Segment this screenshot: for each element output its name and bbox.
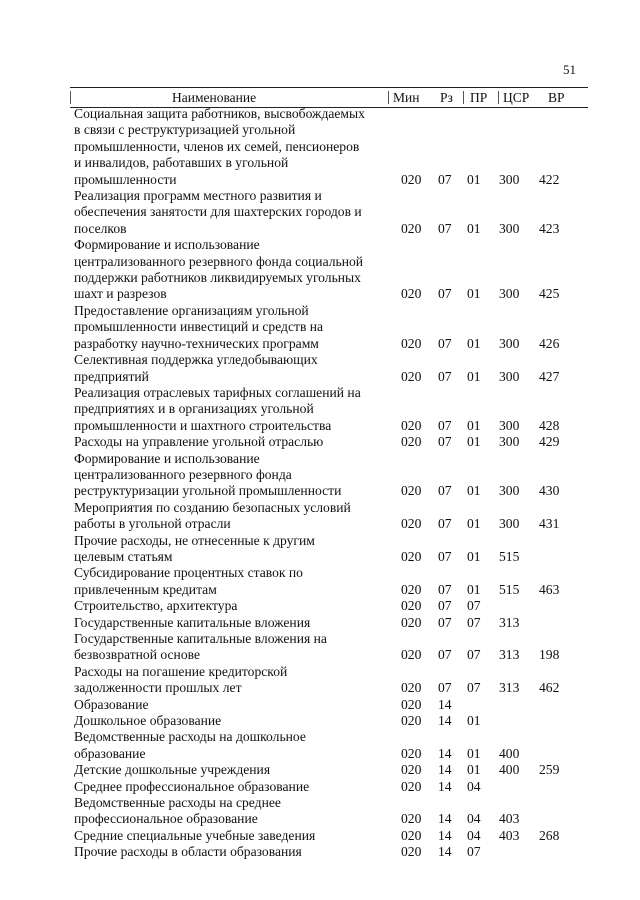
code-pr: 01: [467, 220, 481, 236]
row-name: [74, 352, 374, 385]
table-row: [74, 779, 592, 795]
code-pr: 01: [467, 417, 481, 433]
code-pr: 04: [467, 811, 481, 827]
row-name: [74, 434, 374, 450]
row-name-line: Строительство, архитектура: [74, 598, 238, 614]
row-name-line: промышленности инвестиций и средств на: [74, 319, 324, 335]
code-pr: 01: [467, 745, 481, 761]
code-vr: 431: [539, 516, 560, 532]
code-min: 020: [401, 516, 422, 532]
row-name-line: централизованного резервного фонда: [74, 466, 292, 482]
row-name-line: Детские дошкольные учреждения: [74, 762, 271, 778]
row-name: [74, 779, 374, 795]
code-csr: 300: [499, 368, 520, 384]
code-pr: 01: [467, 713, 481, 729]
row-name: [74, 237, 374, 303]
code-csr: 300: [499, 286, 520, 302]
column-divider: [463, 91, 464, 104]
table-row: [74, 533, 592, 566]
code-rz: 14: [438, 827, 452, 843]
row-name: [74, 795, 374, 828]
row-name: [74, 631, 374, 664]
code-rz: 07: [438, 171, 452, 187]
row-name: [74, 565, 374, 598]
table-row: [74, 237, 592, 303]
table-row: [74, 106, 592, 188]
code-pr: 01: [467, 286, 481, 302]
row-name-line: промышленности и шахтного строительства: [74, 417, 332, 433]
code-csr: 313: [499, 614, 520, 630]
code-pr: 07: [467, 598, 481, 614]
row-name-line: предприятиях и в организациях угольной: [74, 401, 314, 417]
row-name-line: централизованного резервного фонда социальной: [74, 253, 364, 269]
code-rz: 14: [438, 778, 452, 794]
code-vr: 463: [539, 581, 560, 597]
table-header: [70, 87, 588, 108]
code-rz: 07: [438, 286, 452, 302]
code-pr: 01: [467, 548, 481, 564]
table-row: [74, 500, 592, 533]
code-rz: 07: [438, 548, 452, 564]
code-pr: 07: [467, 680, 481, 696]
code-vr: 268: [539, 827, 560, 843]
code-csr: 300: [499, 220, 520, 236]
row-name: [74, 697, 374, 713]
row-name-line: Прочие расходы, не отнесенные к другим: [74, 532, 315, 548]
header-pr: ПР: [470, 90, 488, 105]
row-name-line: Формирование и использование: [74, 237, 260, 253]
row-name-line: привлеченным кредитам: [74, 581, 217, 597]
row-name-line: задолженности прошлых лет: [74, 680, 242, 696]
code-pr: 04: [467, 778, 481, 794]
code-min: 020: [401, 647, 422, 663]
row-name-line: Предоставление организациям угольной: [74, 302, 309, 318]
code-min: 020: [401, 680, 422, 696]
table-row: [74, 697, 592, 713]
row-name-line: Ведомственные расходы на дошкольное: [74, 729, 306, 745]
code-rz: 07: [438, 335, 452, 351]
code-csr: 300: [499, 434, 520, 450]
table-row: [74, 303, 592, 352]
table-row: [74, 631, 592, 664]
code-csr: 300: [499, 335, 520, 351]
code-rz: 07: [438, 483, 452, 499]
code-vr: 259: [539, 762, 560, 778]
row-name-line: разработку научно-технических программ: [74, 335, 319, 351]
row-name-line: Мероприятия по созданию безопасных условий: [74, 499, 351, 515]
row-name-line: Социальная защита работников, высвобождаемых: [74, 106, 365, 121]
code-pr: 01: [467, 171, 481, 187]
header-csr: ЦСР: [503, 90, 530, 105]
row-name-line: Дошкольное образование: [74, 713, 222, 729]
page-number: 51: [563, 62, 576, 77]
row-name-line: Среднее профессиональное образование: [74, 778, 310, 794]
row-name-line: Ведомственные расходы на среднее: [74, 795, 281, 811]
table-row: [74, 434, 592, 450]
code-pr: 07: [467, 647, 481, 663]
table-row: [74, 352, 592, 385]
header-name: Наименование: [172, 90, 257, 105]
code-rz: 14: [438, 844, 452, 860]
code-min: 020: [401, 171, 422, 187]
row-name-line: реструктуризации угольной промышленности: [74, 483, 342, 499]
code-csr: 300: [499, 483, 520, 499]
code-rz: 14: [438, 696, 452, 712]
code-min: 020: [401, 778, 422, 794]
code-vr: 429: [539, 434, 560, 450]
row-name-line: шахт и разрезов: [74, 286, 167, 302]
table-row: [74, 598, 592, 614]
code-csr: 300: [499, 171, 520, 187]
row-name-line: Государственные капитальные вложения на: [74, 631, 327, 646]
row-name: [74, 533, 374, 566]
code-rz: 14: [438, 745, 452, 761]
code-min: 020: [401, 762, 422, 778]
header-rz: Рз: [440, 90, 453, 105]
code-vr: 426: [539, 335, 560, 351]
row-name-line: безвозвратной основе: [74, 647, 200, 663]
code-rz: 07: [438, 516, 452, 532]
code-pr: 07: [467, 614, 481, 630]
code-csr: 515: [499, 548, 520, 564]
code-rz: 14: [438, 811, 452, 827]
code-pr: 01: [467, 368, 481, 384]
row-name: [74, 106, 374, 188]
table-row: [74, 729, 592, 762]
code-csr: 403: [499, 827, 520, 843]
header-min: Мин: [393, 90, 420, 105]
code-csr: 300: [499, 516, 520, 532]
code-pr: 01: [467, 483, 481, 499]
code-pr: 01: [467, 335, 481, 351]
code-pr: 01: [467, 434, 481, 450]
table-row: [74, 844, 592, 860]
code-vr: 428: [539, 417, 560, 433]
row-name-line: Расходы на погашение кредиторской: [74, 663, 288, 679]
row-name-line: целевым статьям: [74, 548, 173, 564]
row-name: [74, 303, 374, 352]
code-csr: 403: [499, 811, 520, 827]
code-vr: 425: [539, 286, 560, 302]
row-name-line: и инвалидов, работавших в угольной: [74, 155, 289, 171]
row-name-line: Средние специальные учебные заведения: [74, 827, 316, 843]
column-divider: [498, 91, 499, 104]
row-name-line: работы в угольной отрасли: [74, 516, 231, 532]
row-name: [74, 500, 374, 533]
row-name-line: Расходы на управление угольной отраслью: [74, 434, 324, 450]
code-pr: 07: [467, 844, 481, 860]
row-name-line: обеспечения занятости для шахтерских городов и: [74, 204, 362, 220]
code-rz: 07: [438, 368, 452, 384]
row-name-line: в связи с реструктуризацией угольной: [74, 122, 296, 138]
row-name: [74, 188, 374, 237]
code-csr: 300: [499, 417, 520, 433]
table-row: [74, 664, 592, 697]
row-name: [74, 713, 374, 729]
table-row: [74, 713, 592, 729]
table-row: [74, 828, 592, 844]
code-pr: 01: [467, 581, 481, 597]
table-row: [74, 762, 592, 778]
code-min: 020: [401, 844, 422, 860]
code-rz: 07: [438, 434, 452, 450]
column-divider: [388, 91, 389, 104]
row-name: [74, 828, 374, 844]
code-min: 020: [401, 417, 422, 433]
code-min: 020: [401, 286, 422, 302]
code-vr: 422: [539, 171, 560, 187]
table-row: [74, 451, 592, 500]
code-min: 020: [401, 335, 422, 351]
code-rz: 14: [438, 713, 452, 729]
code-rz: 07: [438, 647, 452, 663]
code-min: 020: [401, 434, 422, 450]
table-row: [74, 615, 592, 631]
row-name-line: предприятий: [74, 368, 149, 384]
row-name-line: Реализация отраслевых тарифных соглашений на: [74, 384, 361, 400]
table-row: [74, 565, 592, 598]
row-name: [74, 664, 374, 697]
row-name-line: Субсидирование процентных ставок по: [74, 565, 303, 581]
row-name-line: поселков: [74, 220, 127, 236]
code-min: 020: [401, 614, 422, 630]
code-min: 020: [401, 581, 422, 597]
code-rz: 07: [438, 598, 452, 614]
code-rz: 14: [438, 762, 452, 778]
table-row: [74, 795, 592, 828]
code-csr: 400: [499, 762, 520, 778]
row-name-line: образование: [74, 745, 146, 761]
code-rz: 07: [438, 417, 452, 433]
code-csr: 313: [499, 647, 520, 663]
code-min: 020: [401, 483, 422, 499]
row-name: [74, 615, 374, 631]
row-name: [74, 729, 374, 762]
code-rz: 07: [438, 220, 452, 236]
code-min: 020: [401, 548, 422, 564]
code-csr: 515: [499, 581, 520, 597]
code-min: 020: [401, 368, 422, 384]
code-min: 020: [401, 827, 422, 843]
code-min: 020: [401, 713, 422, 729]
table-row: [74, 188, 592, 237]
row-name-line: Государственные капитальные вложения: [74, 614, 311, 630]
row-name: [74, 844, 374, 860]
row-name-line: профессиональное образование: [74, 811, 258, 827]
table-body: [74, 106, 592, 861]
row-name: [74, 385, 374, 434]
row-name-line: Селективная поддержка угледобывающих: [74, 352, 318, 368]
code-vr: 427: [539, 368, 560, 384]
code-csr: 313: [499, 680, 520, 696]
code-csr: 400: [499, 745, 520, 761]
code-pr: 01: [467, 516, 481, 532]
row-name: [74, 451, 374, 500]
row-name-line: Прочие расходы в области образования: [74, 844, 302, 860]
code-min: 020: [401, 598, 422, 614]
code-vr: 198: [539, 647, 560, 663]
code-vr: 462: [539, 680, 560, 696]
code-rz: 07: [438, 680, 452, 696]
code-pr: 01: [467, 762, 481, 778]
code-min: 020: [401, 220, 422, 236]
row-name-line: Образование: [74, 696, 149, 712]
code-min: 020: [401, 745, 422, 761]
code-vr: 430: [539, 483, 560, 499]
code-vr: 423: [539, 220, 560, 236]
row-name: [74, 598, 374, 614]
code-min: 020: [401, 696, 422, 712]
code-rz: 07: [438, 581, 452, 597]
row-name-line: Формирование и использование: [74, 450, 260, 466]
row-name-line: промышленности: [74, 171, 177, 187]
code-pr: 04: [467, 827, 481, 843]
column-divider: [70, 91, 71, 104]
table-row: [74, 385, 592, 434]
row-name-line: промышленности, членов их семей, пенсионеров: [74, 138, 360, 154]
code-rz: 07: [438, 614, 452, 630]
header-vr: ВР: [548, 90, 565, 105]
row-name-line: поддержки работников ликвидируемых угольных: [74, 270, 361, 286]
row-name-line: Реализация программ местного развития и: [74, 188, 322, 204]
code-min: 020: [401, 811, 422, 827]
row-name: [74, 762, 374, 778]
